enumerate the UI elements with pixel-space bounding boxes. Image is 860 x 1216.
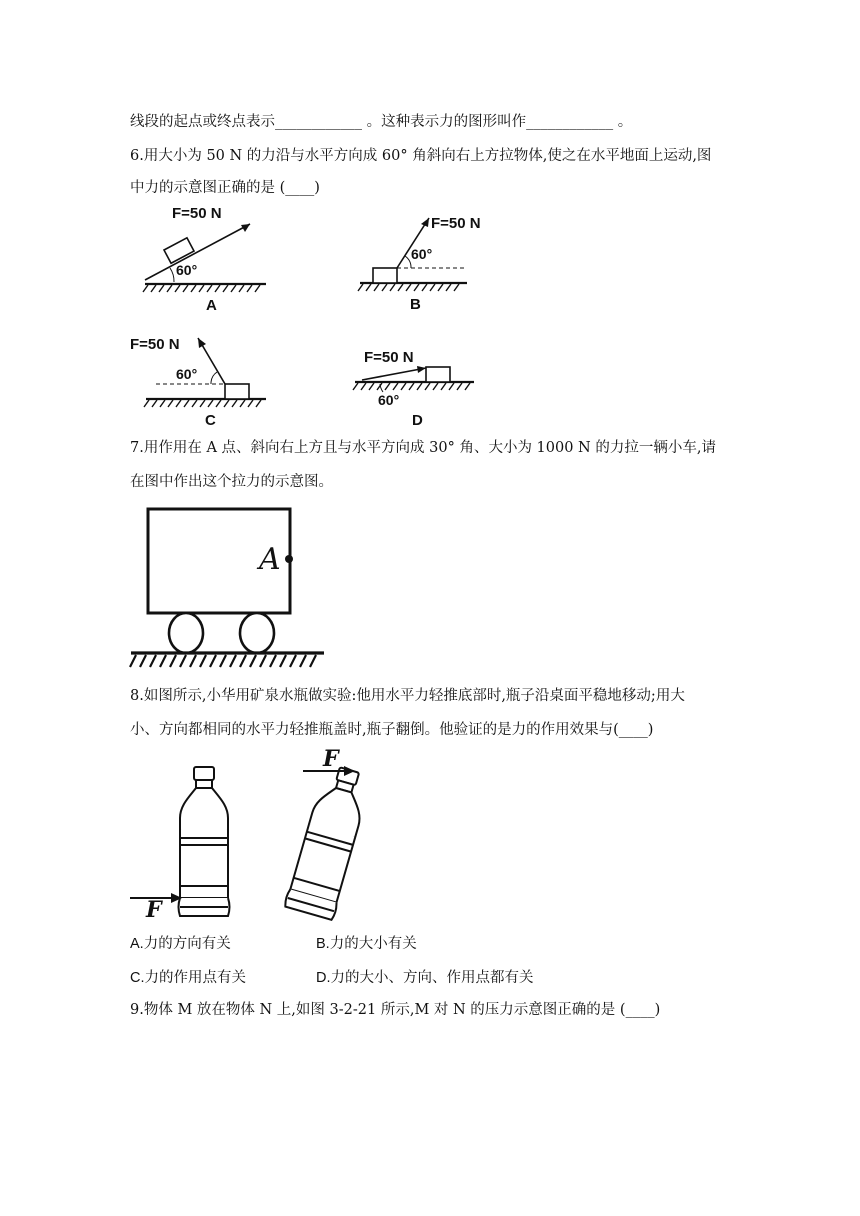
- q6-option-a-label: A: [206, 297, 217, 314]
- q6-option-b-label: B: [410, 296, 421, 313]
- tilted-bottle: [284, 763, 374, 920]
- q8-choice-b[interactable]: B.力的大小有关: [316, 936, 417, 952]
- q6-figure-d: [350, 340, 485, 435]
- q6-figure-c: [128, 330, 273, 435]
- q7-cart-figure: [128, 502, 333, 682]
- q8-bottles-drawing: [128, 750, 408, 925]
- q6-a-angle-label: 60°: [176, 262, 198, 278]
- q6-b-force-label: F=50 N: [431, 215, 481, 232]
- q6-c-force-label: F=50 N: [130, 336, 180, 353]
- q8-bottles-figure: [128, 746, 408, 925]
- q5-text-line: 线段的起点或终点表示____________ 。这种表示力的图形叫作____________ 。: [130, 114, 633, 130]
- q8-choice-a[interactable]: A.力的方向有关: [130, 936, 231, 952]
- q8-force-label-top: F: [323, 746, 339, 772]
- q8-stem-line2: 小、方向都相同的水平力轻推瓶盖时,瓶子翻倒。他验证的是力的作用效果与(____): [130, 722, 654, 738]
- q6-d-angle-label: 60°: [378, 392, 400, 408]
- q6-stem-line2: 中力的示意图正确的是 (____): [130, 180, 320, 196]
- q6-option-d-label: D: [412, 412, 423, 429]
- q6-d-force-label: F=50 N: [364, 349, 414, 366]
- q6-figure-b: [355, 208, 495, 318]
- q7-cart-drawing: [128, 502, 333, 682]
- q6-option-c-label: C: [205, 412, 216, 429]
- q8-choice-d[interactable]: D.力的大小、方向、作用点都有关: [316, 970, 534, 986]
- q6-b-angle-label: 60°: [411, 246, 433, 262]
- q7-stem-line1: 7.用作用在 A 点、斜向右上方且与水平方向成 30° 角、大小为 1000 N 的力拉一辆小车,请: [130, 440, 716, 456]
- q6-a-force-label: F=50 N: [172, 205, 222, 222]
- q6-figure-a: [140, 202, 280, 317]
- q8-choice-c[interactable]: C.力的作用点有关: [130, 970, 246, 986]
- q7-stem-line2: 在图中作出这个拉力的示意图。: [130, 474, 333, 490]
- upright-bottle: [179, 767, 230, 916]
- q9-stem-line: 9.物体 M 放在物体 N 上,如图 3-2-21 所示,M 对 N 的压力示意图正确的是 (____): [130, 1002, 661, 1018]
- q6-stem-line1: 6.用大小为 50 N 的力沿与水平方向成 60° 角斜向右上方拉物体,使之在水平地面上运动,图: [130, 148, 712, 164]
- q8-stem-line1: 8.如图所示,小华用矿泉水瓶做实验:他用水平力轻推底部时,瓶子沿桌面平稳地移动;用大: [130, 688, 685, 704]
- q7-point-a-label: A: [259, 542, 281, 577]
- q6-c-angle-label: 60°: [176, 366, 198, 382]
- q8-force-label-bottom: F: [146, 897, 162, 923]
